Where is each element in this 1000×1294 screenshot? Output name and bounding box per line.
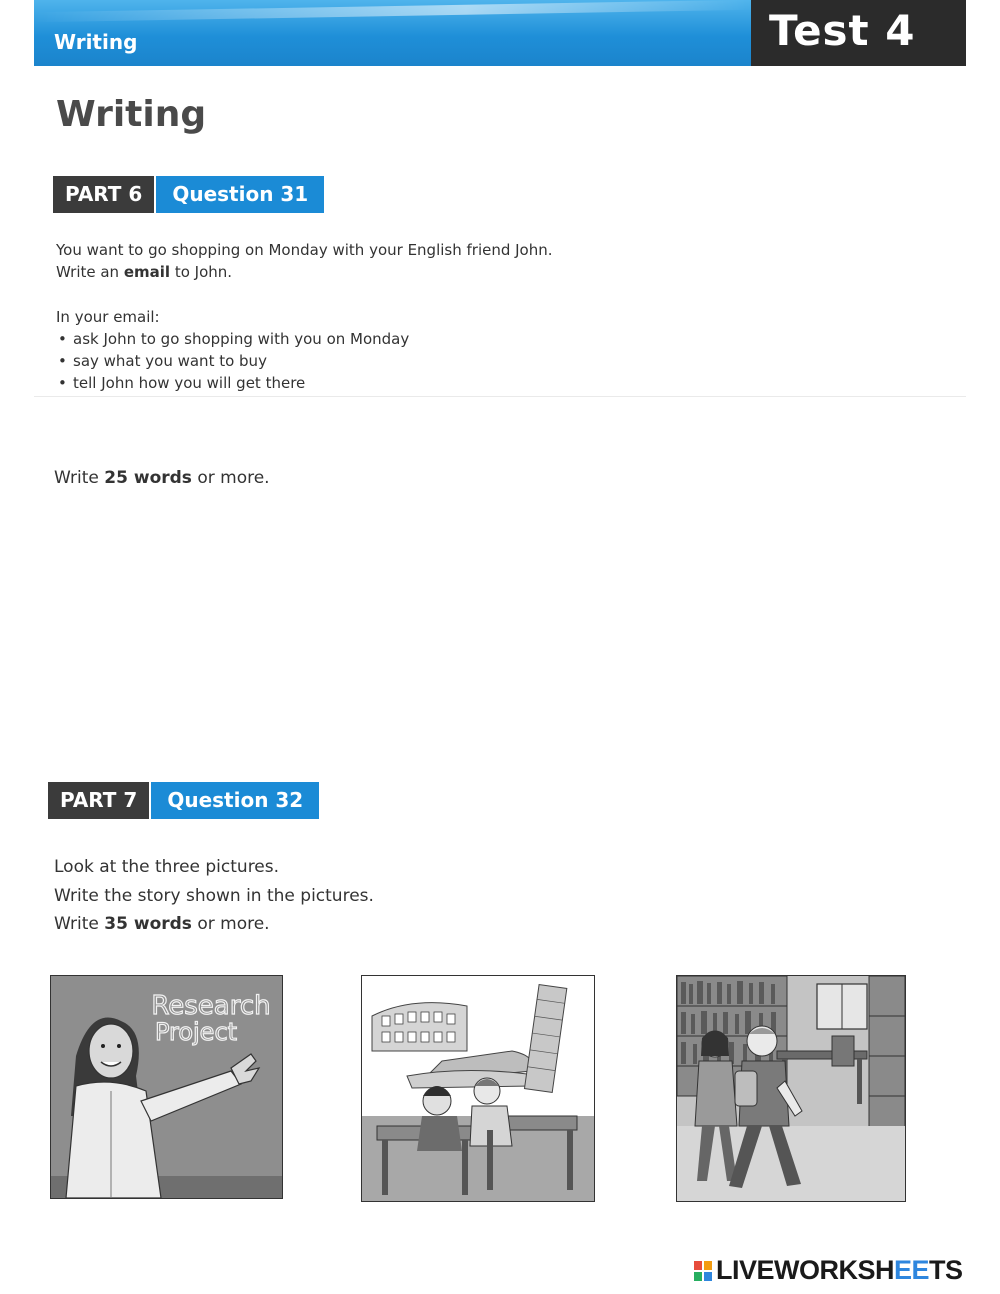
intro-line2-post: to John. xyxy=(170,263,233,281)
bullet-item: • tell John how you will get there xyxy=(56,372,553,394)
word-bold: 25 words xyxy=(104,468,192,488)
library-illustration xyxy=(677,976,905,1201)
test-number-label: Test 4 xyxy=(769,6,916,55)
question32-label: Question 32 xyxy=(151,782,319,819)
part6-bullet-list xyxy=(56,328,553,394)
watermark-text-end: TS xyxy=(929,1255,963,1285)
part7-line1: Look at the three pictures. xyxy=(54,857,280,877)
liveworksheets-logo-icon xyxy=(694,1261,712,1281)
part6-word-count xyxy=(54,464,270,493)
banner-section-label: Writing xyxy=(54,30,138,54)
part7-instructions xyxy=(54,853,374,939)
part7-line2: Write the story shown in the pictures. xyxy=(54,885,374,906)
line3-bold: 35 words xyxy=(104,914,192,934)
part6-label: PART 6 xyxy=(53,176,154,213)
part6-tag xyxy=(53,176,324,213)
picture-teacher xyxy=(50,975,283,1199)
part7-line3 xyxy=(54,910,374,939)
part7-label: PART 7 xyxy=(48,782,149,819)
board-text-line1: Research xyxy=(151,991,271,1021)
picture-library xyxy=(676,975,906,1202)
picture-students-imagining xyxy=(361,975,595,1202)
word-pre: Write xyxy=(54,468,105,488)
question31-label: Question 31 xyxy=(156,176,324,213)
teacher-illustration xyxy=(51,976,282,1198)
landmarks-illustration xyxy=(362,976,594,1201)
word-post: or more. xyxy=(191,468,270,488)
divider-line xyxy=(34,396,966,397)
test-number-box xyxy=(751,0,966,66)
line3-pre: Write xyxy=(54,914,105,934)
board-text-line2: Project xyxy=(154,1018,238,1046)
part6-list-heading: In your email: xyxy=(56,308,160,326)
bullet-item: • ask John to go shopping with you on Monday xyxy=(56,328,553,350)
intro-line2-bold: email xyxy=(123,263,171,281)
liveworksheets-watermark xyxy=(694,1255,963,1286)
part6-instructions xyxy=(56,239,553,394)
banner-highlight xyxy=(34,0,754,22)
bullet-item: • say what you want to buy xyxy=(56,350,553,372)
part6-intro-line1: You want to go shopping on Monday with your English friend John. xyxy=(56,241,553,259)
intro-line2-pre: Write an xyxy=(56,263,124,281)
part7-tag xyxy=(48,782,319,819)
line3-post: or more. xyxy=(191,914,270,934)
header-banner xyxy=(34,0,966,66)
watermark-text-dark: LIVEWORKSH xyxy=(716,1255,895,1285)
watermark-text-blue: EE xyxy=(894,1255,930,1285)
part6-intro-line2 xyxy=(56,261,553,283)
page-title: Writing xyxy=(56,94,207,135)
